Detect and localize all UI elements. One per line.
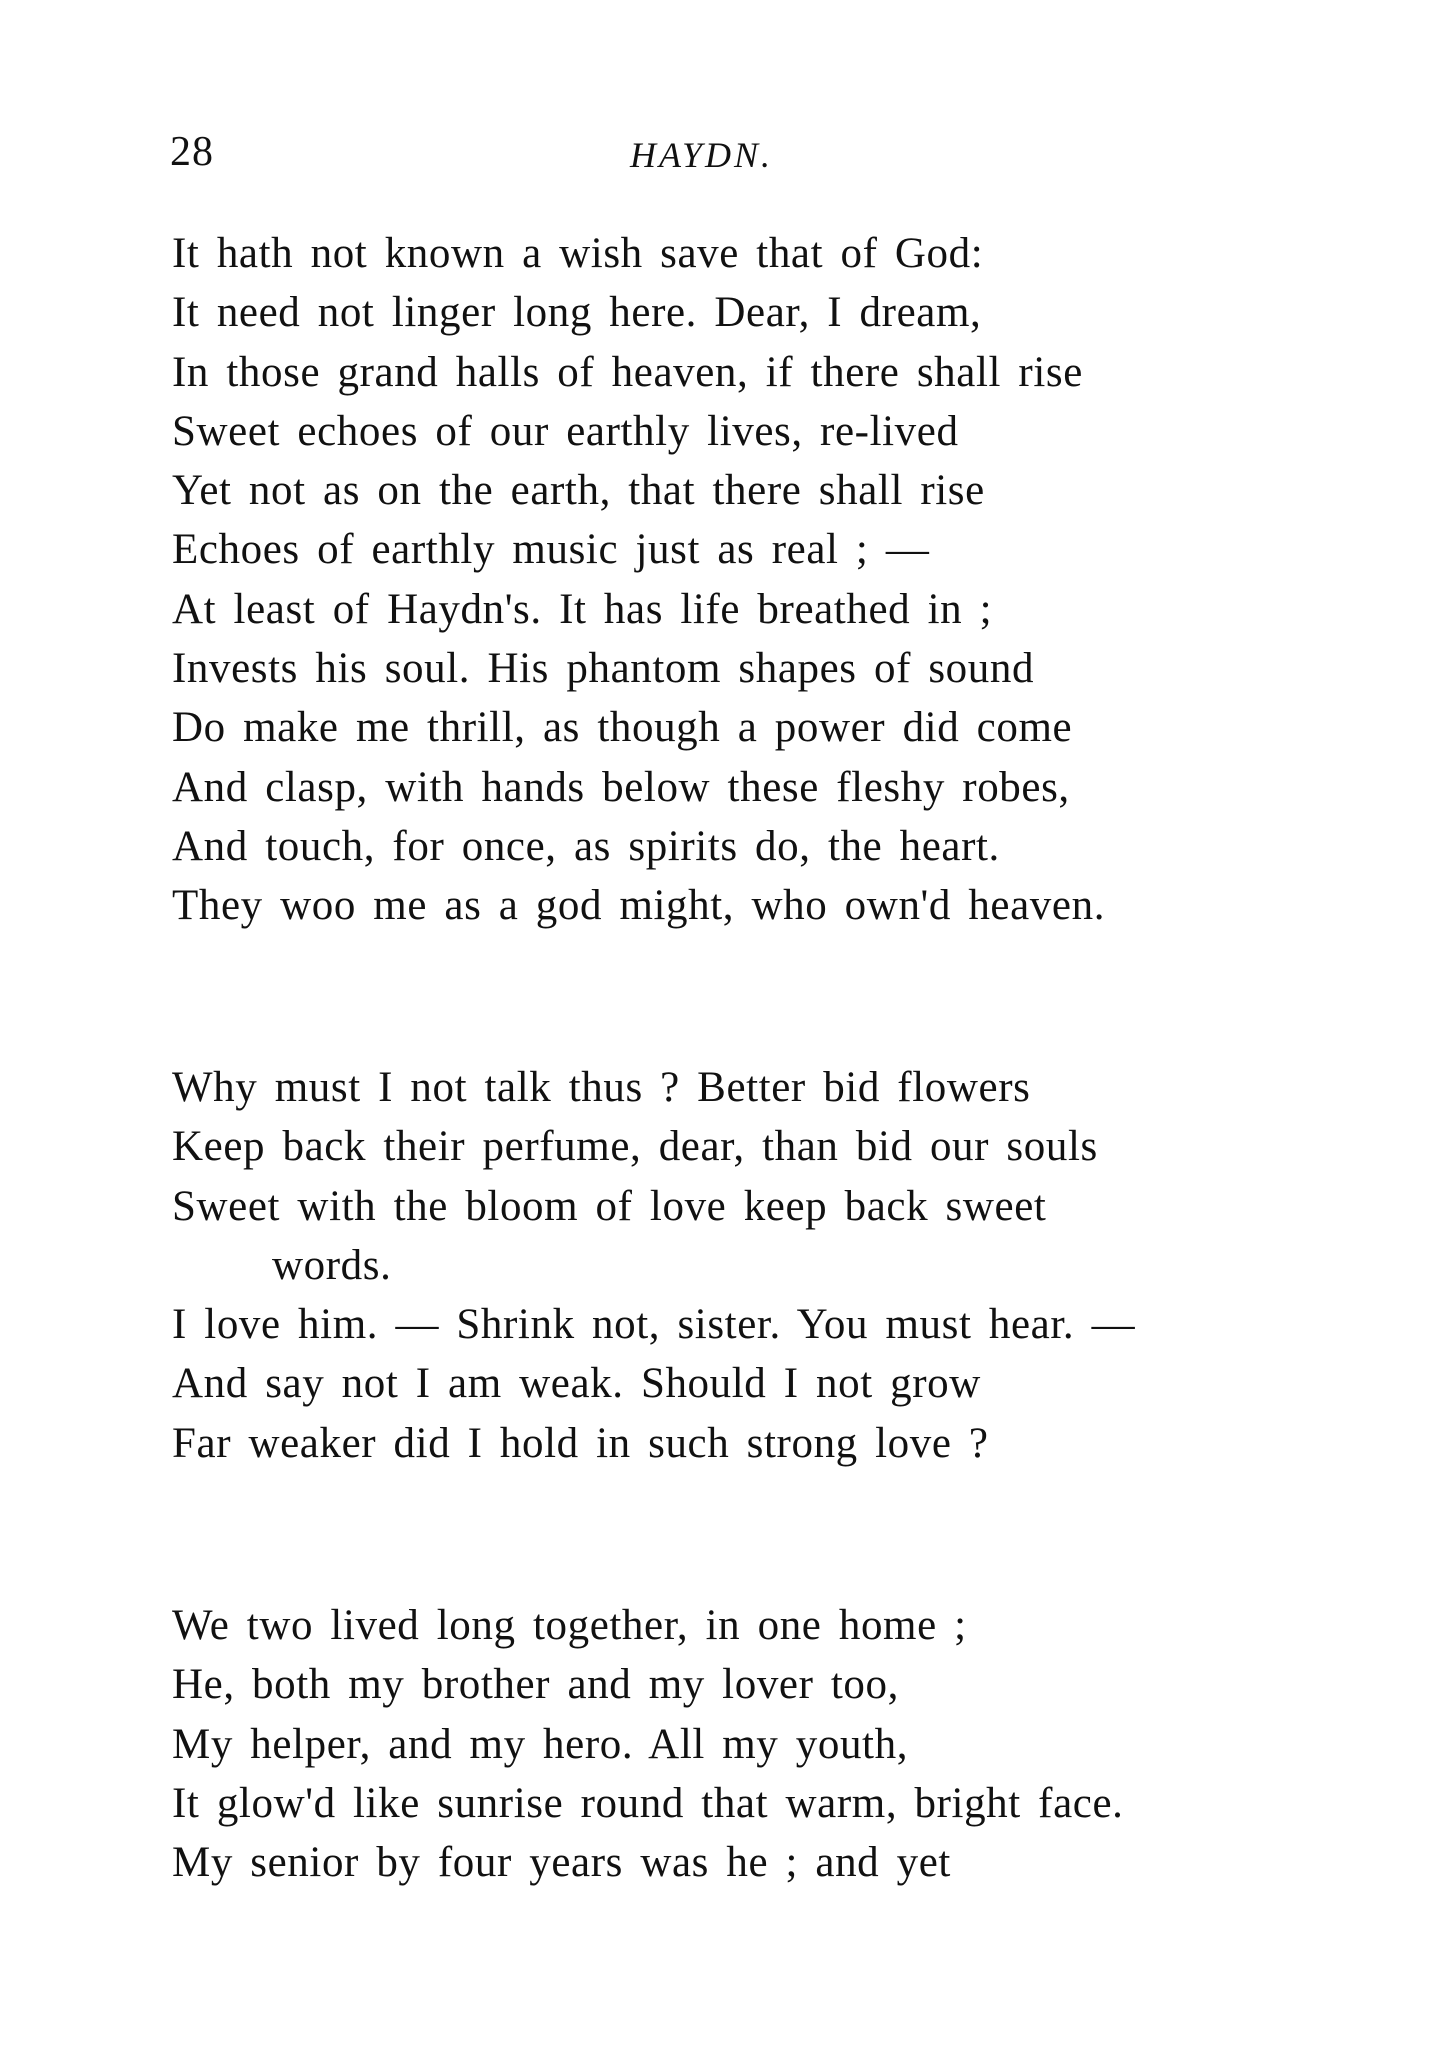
verse-line: And say not I am weak. Should I not grow <box>172 1360 981 1408</box>
verse-line: Echoes of earthly music just as real ; — <box>172 526 930 574</box>
verse-line: We two lived long together, in one home ; <box>172 1602 967 1649</box>
verse-line: My senior by four years was he ; and yet <box>172 1839 951 1887</box>
verse-line: Sweet echoes of our earthly lives, re-lived <box>172 407 959 455</box>
verse-line: Why must I not talk thus ? Better bid flowers <box>172 1064 1031 1111</box>
running-head <box>170 128 1270 188</box>
verse-line: It hath not known a wish save that of God: <box>172 230 984 277</box>
stanza-1 <box>172 224 1105 936</box>
verse-line: It glow'd like sunrise round that warm, bright face. <box>172 1779 1124 1827</box>
verse-line: And clasp, with hands below these fleshy robes, <box>172 763 1070 811</box>
page-number: 28 <box>170 129 214 175</box>
running-title: HAYDN. <box>630 135 774 175</box>
verse-line: Invests his soul. His phantom shapes of sound <box>172 645 1035 693</box>
verse-line: It need not linger long here. Dear, I dream, <box>172 289 982 337</box>
verse-line: Sweet with the bloom of love keep back sweet <box>172 1182 1047 1230</box>
stanza-3 <box>172 1596 1124 1892</box>
verse-line: They woo me as a god might, who own'd heaven. <box>172 882 1106 930</box>
verse-line-turnover: words. <box>272 1241 392 1289</box>
verse-line: In those grand halls of heaven, if there shall rise <box>172 348 1083 396</box>
verse-line: He, both my brother and my lover too, <box>172 1661 899 1709</box>
verse-line: At least of Haydn's. It has life breathed in ; <box>172 585 993 633</box>
verse-line: Do make me thrill, as though a power did come <box>172 704 1073 752</box>
verse-line: I love him. — Shrink not, sister. You must hear. — <box>172 1301 1136 1349</box>
stanza-2 <box>172 1058 1135 1473</box>
verse-line: And touch, for once, as spirits do, the heart. <box>172 822 1000 870</box>
verse-line: Yet not as on the earth, that there shall rise <box>172 467 985 515</box>
verse-line: Keep back their perfume, dear, than bid our souls <box>172 1123 1098 1171</box>
verse-line: Far weaker did I hold in such strong love ? <box>172 1419 989 1467</box>
verse-line: My helper, and my hero. All my youth, <box>172 1720 909 1768</box>
